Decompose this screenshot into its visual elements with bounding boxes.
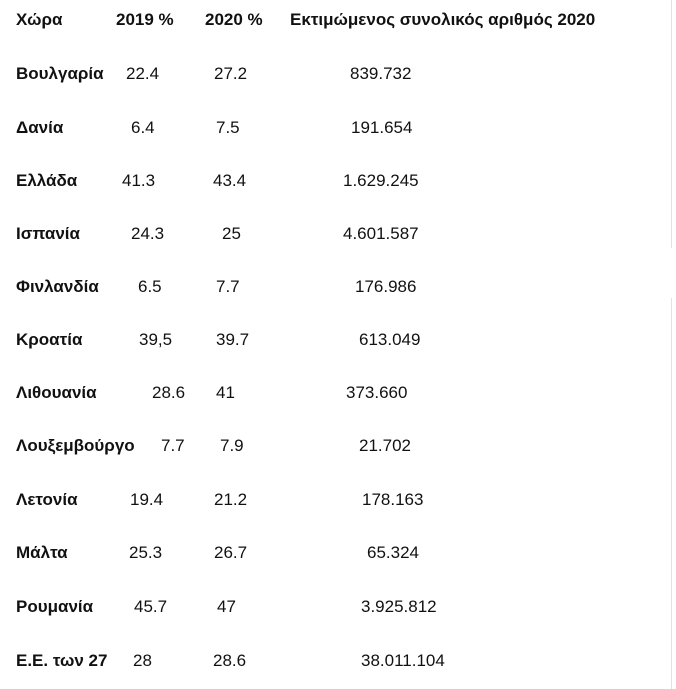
cell-2019: 6.5: [138, 277, 162, 296]
header-2020: 2020 %: [205, 10, 263, 29]
table-row: [0, 275, 676, 299]
cell-2020: 25: [222, 224, 241, 243]
header-country: Χώρα: [16, 10, 63, 29]
cell-country: Λετονία: [16, 490, 78, 509]
cell-estimate: 65.324: [367, 543, 419, 562]
cell-country: Ελλάδα: [16, 171, 78, 190]
cell-country: Μάλτα: [16, 543, 68, 562]
cell-2019: 28: [133, 651, 152, 670]
table-row: [0, 595, 676, 619]
cell-country: Βουλγαρία: [16, 64, 104, 83]
cell-estimate: 839.732: [350, 64, 412, 83]
cell-2019: 7.7: [161, 436, 185, 455]
table-row: [0, 649, 676, 673]
cell-2020: 39.7: [216, 330, 250, 349]
header-2019: 2019 %: [116, 10, 174, 29]
cell-estimate: 38.011.104: [361, 651, 445, 670]
cell-country: Κροατία: [16, 330, 83, 349]
cell-country: Ε.Ε. των 27: [16, 651, 108, 670]
cell-2020: 27.2: [214, 64, 248, 83]
table-row: [0, 169, 676, 193]
table-header-row: [0, 8, 676, 32]
cell-2019: 45.7: [134, 597, 168, 616]
cell-2020: 21.2: [214, 490, 248, 509]
cell-country: Ρουμανία: [16, 597, 94, 616]
cell-2020: 7.5: [216, 118, 240, 137]
cell-2020: 43.4: [213, 171, 247, 190]
cell-estimate: 1.629.245: [343, 171, 419, 190]
table-row: [0, 222, 676, 246]
cell-estimate: 176.986: [355, 277, 417, 296]
table-row: [0, 488, 676, 512]
cell-2020: 7.7: [216, 277, 240, 296]
table-row: [0, 541, 676, 565]
cell-estimate: 178.163: [362, 490, 424, 509]
cell-2020: 7.9: [220, 436, 244, 455]
cell-estimate: 21.702: [359, 436, 411, 455]
cell-2019: 19.4: [130, 490, 164, 509]
table-row: [0, 116, 676, 140]
table-row: [0, 434, 676, 458]
cell-estimate: 3.925.812: [361, 597, 437, 616]
cell-country: Φινλανδία: [16, 277, 99, 296]
cell-country: Ισπανία: [16, 224, 80, 243]
header-estimate: Εκτιμώμενος συνολικός αριθμός 2020: [290, 10, 596, 29]
cell-estimate: 613.049: [359, 330, 421, 349]
cell-2019: 22.4: [126, 64, 160, 83]
cell-2019: 24.3: [131, 224, 165, 243]
cell-2019: 25.3: [129, 543, 163, 562]
cell-2019: 41.3: [122, 171, 156, 190]
cell-2020: 26.7: [214, 543, 248, 562]
cell-estimate: 191.654: [351, 118, 413, 137]
cell-2020: 28.6: [213, 651, 247, 670]
cell-2019: 28.6: [152, 383, 186, 402]
table-row: [0, 328, 676, 352]
table-row: [0, 381, 676, 405]
cell-country: Λουξεμβούργο: [16, 436, 135, 455]
cell-2020: 47: [217, 597, 236, 616]
cell-estimate: 4.601.587: [343, 224, 419, 243]
cell-estimate: 373.660: [346, 383, 408, 402]
cell-country: Λιθουανία: [16, 383, 97, 402]
table-row: [0, 62, 676, 86]
cell-2020: 41: [216, 383, 235, 402]
cell-2019: 39,5: [139, 330, 173, 349]
cell-2019: 6.4: [131, 118, 155, 137]
cell-country: Δανία: [16, 118, 64, 137]
